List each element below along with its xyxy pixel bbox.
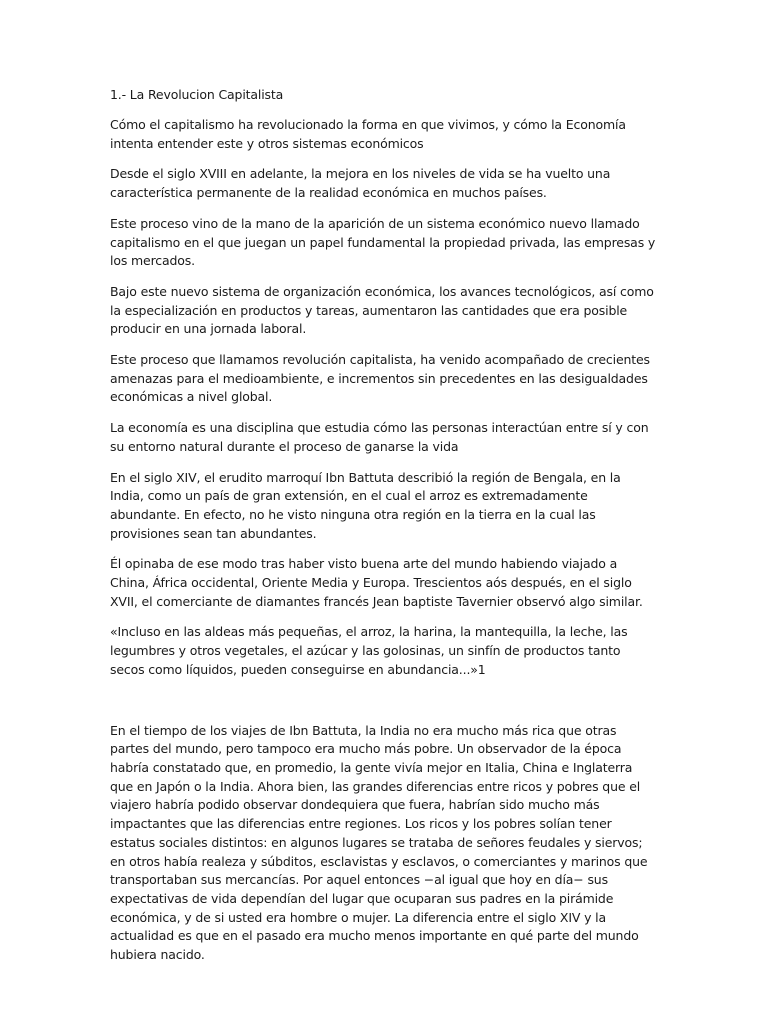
paragraph-quote: «Incluso en las aldeas más pequeñas, el arroz, la harina, la mantequilla, la leche, las legumbres y otros vegetales, el azúcar y las golosinas, un sinfín de productos tanto secos como líquidos, pueden conseguirse en abundancia...»1 — [110, 624, 628, 677]
paragraph-economics-definition: La economía es una disciplina que estudia cómo las personas interactúan entre sí y con su entorno natural durante el proceso de ganarse la vida — [110, 420, 649, 454]
paragraph-tavernier: Él opinaba de ese modo tras haber visto buena arte del mundo habiendo viajado a China, África occidental, Oriente Media y Europa. Trescientos aós después, en el siglo XVII, el comerciante de diamantes francés Jean baptiste Tavernier observó algo similar. — [110, 556, 643, 609]
document-page — [110, 86, 658, 977]
paragraph-subtitle: Cómo el capitalismo ha revolucionado la forma en que vivimos, y cómo la Economía intenta entender este y otros sistemas económicos — [110, 117, 626, 151]
paragraph-technological-advances: Bajo este nuevo sistema de organización económica, los avances tecnológicos, así como la especialización en productos y tareas, aumentaron las cantidades que era posible producir en una jornada laboral. — [110, 283, 654, 337]
paragraph-living-standards: Desde el siglo XVIII en adelante, la mejora en los niveles de vida se ha vuelto una característica permanente de la realidad económica en muchos países. — [110, 166, 611, 201]
paragraph-capitalist-revolution: Este proceso que llamamos revolución capitalista, ha venido acompañado de crecientes amenazas para el medioambiente, e incrementos sin precedentes en las desigualdades económicas a nivel global. — [110, 352, 650, 405]
paragraph-closing: En el tiempo de los viajes de Ibn Battuta, la India no era mucho más rica que otras partes del mundo, pero tampoco era mucho más pobre. Un observador de la época habría constatado que, en promedio, la gente vivía mejor en Italia, China e Inglaterra que en Japón o la India. Ahora bien, las grandes diferencias entre ricos y pobres que el viajero habría podido observar dondequiera que fuera, habrían sido mucho más impactantes que las diferencias entre regiones. Los ricos y los pobres solían tener estatus sociales distintos: en algunos lugares se trataba de señores feudales y siervos; en otros había realeza y súbditos, esclavistas y esclavos, o comerciantes y marinos que transportaban sus mercancías. Por aquel entonces −al igual que hoy en día− sus expectativas de vida dependían del lugar que ocuparan sus padres en la pirámide económica, y de si usted era hombre o mujer. La diferencia entre el siglo XIV y la actualidad es que en el pasado era mucho menos importante en qué parte del mundo hubiera nacido. — [110, 722, 648, 963]
blank-line — [110, 692, 658, 722]
paragraph-ibn-battuta: En el siglo XIV, el erudito marroquí Ibn Battuta describió la región de Bengala, en la India, como un país de gran extensión, en el cual el arroz es extremadamente abundante. En efecto, no he visto ninguna otra región en la tierra en la cual las provisiones sean tan abundantes. — [110, 469, 621, 541]
paragraph-capitalism-system: Este proceso vino de la mano de la aparición de un sistema económico nuevo llamado capitalismo en el que juegan un papel fundamental la propiedad privada, las empresas y los mercados. — [110, 215, 656, 269]
document-title: 1.- La Revolucion Capitalista — [110, 87, 284, 102]
